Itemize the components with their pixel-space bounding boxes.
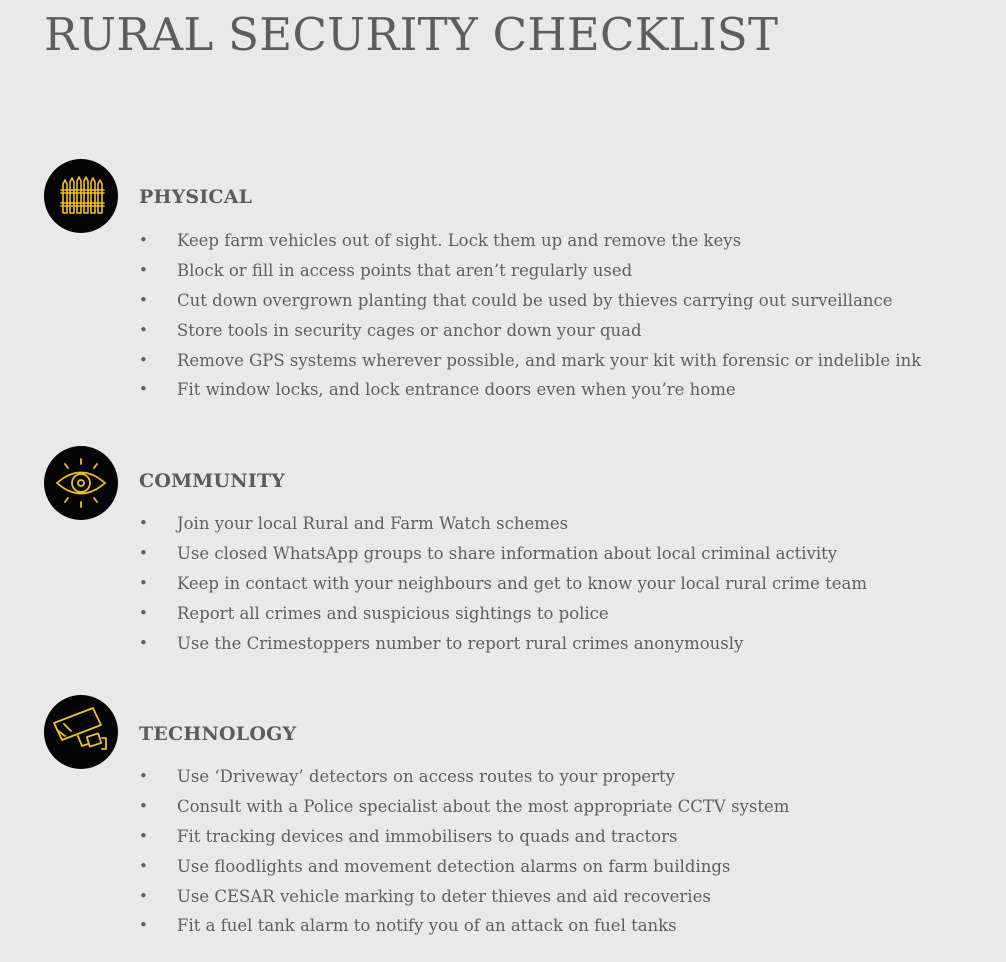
checklist	[0, 509, 867, 658]
bullet: •	[139, 350, 148, 369]
bullet: •	[139, 231, 148, 249]
checklist	[0, 226, 921, 405]
list-item-text: Keep in contact with your neighbours and get to know your local rural crime team	[177, 573, 867, 593]
list-item	[0, 509, 867, 539]
bullet: •	[139, 573, 148, 592]
list-item-text: Keep farm vehicles out of sight. Lock them up and remove the keys	[177, 231, 742, 250]
section-heading: TECHNOLOGY	[139, 723, 297, 745]
list-item	[0, 882, 789, 912]
list-item	[0, 286, 921, 316]
bullet: •	[139, 543, 148, 562]
list-item	[0, 599, 867, 629]
list-item	[0, 539, 867, 569]
list-item	[0, 852, 789, 882]
list-item	[0, 226, 921, 256]
cctv-camera-icon	[44, 695, 118, 769]
bullet: •	[139, 380, 148, 399]
list-item-text: Use CESAR vehicle marking to deter thieves and aid recoveries	[177, 886, 711, 906]
bullet: •	[139, 916, 148, 935]
bullet: •	[139, 796, 148, 815]
bullet: •	[139, 290, 148, 309]
list-item-text: Remove GPS systems wherever possible, and mark your kit with forensic or indelible ink	[177, 350, 922, 370]
section-heading: COMMUNITY	[139, 470, 286, 492]
list-item-text: Join your local Rural and Farm Watch schemes	[177, 514, 569, 533]
list-item	[0, 629, 867, 659]
list-item-text: Consult with a Police specialist about the most appropriate CCTV system	[177, 796, 790, 816]
list-item	[0, 375, 921, 405]
bullet: •	[139, 603, 148, 622]
fence-gate-icon	[44, 159, 118, 233]
list-item-text: Fit a fuel tank alarm to notify you of an attack on fuel tanks	[177, 916, 677, 936]
bullet: •	[139, 886, 148, 905]
list-item	[0, 346, 921, 376]
list-item	[0, 316, 921, 346]
list-item-text: Fit window locks, and lock entrance doors even when you’re home	[177, 380, 736, 400]
list-item	[0, 911, 789, 941]
list-item	[0, 762, 789, 792]
list-item	[0, 569, 867, 599]
list-item-text: Store tools in security cages or anchor down your quad	[177, 320, 642, 340]
bullet: •	[139, 320, 148, 339]
bullet: •	[139, 767, 148, 785]
checklist	[0, 762, 789, 941]
list-item-text: Fit tracking devices and immobilisers to quads and tractors	[177, 826, 678, 846]
bullet: •	[139, 514, 148, 532]
bullet: •	[139, 260, 148, 279]
page-title: RURAL SECURITY CHECKLIST	[44, 8, 779, 61]
list-item-text: Block or fill in access points that aren’t regularly used	[177, 260, 633, 280]
list-item-text: Use ‘Driveway’ detectors on access routes to your property	[177, 767, 676, 786]
section-heading: PHYSICAL	[139, 186, 253, 208]
list-item-text: Use closed WhatsApp groups to share information about local criminal activity	[177, 543, 838, 563]
bullet: •	[139, 633, 148, 652]
list-item	[0, 256, 921, 286]
bullet: •	[139, 856, 148, 875]
list-item-text: Use the Crimestoppers number to report rural crimes anonymously	[177, 633, 744, 653]
list-item	[0, 792, 789, 822]
list-item	[0, 822, 789, 852]
list-item-text: Use floodlights and movement detection alarms on farm buildings	[177, 856, 731, 876]
list-item-text: Cut down overgrown planting that could be used by thieves carrying out surveillance	[177, 290, 893, 310]
list-item-text: Report all crimes and suspicious sightings to police	[177, 603, 609, 623]
bullet: •	[139, 826, 148, 845]
